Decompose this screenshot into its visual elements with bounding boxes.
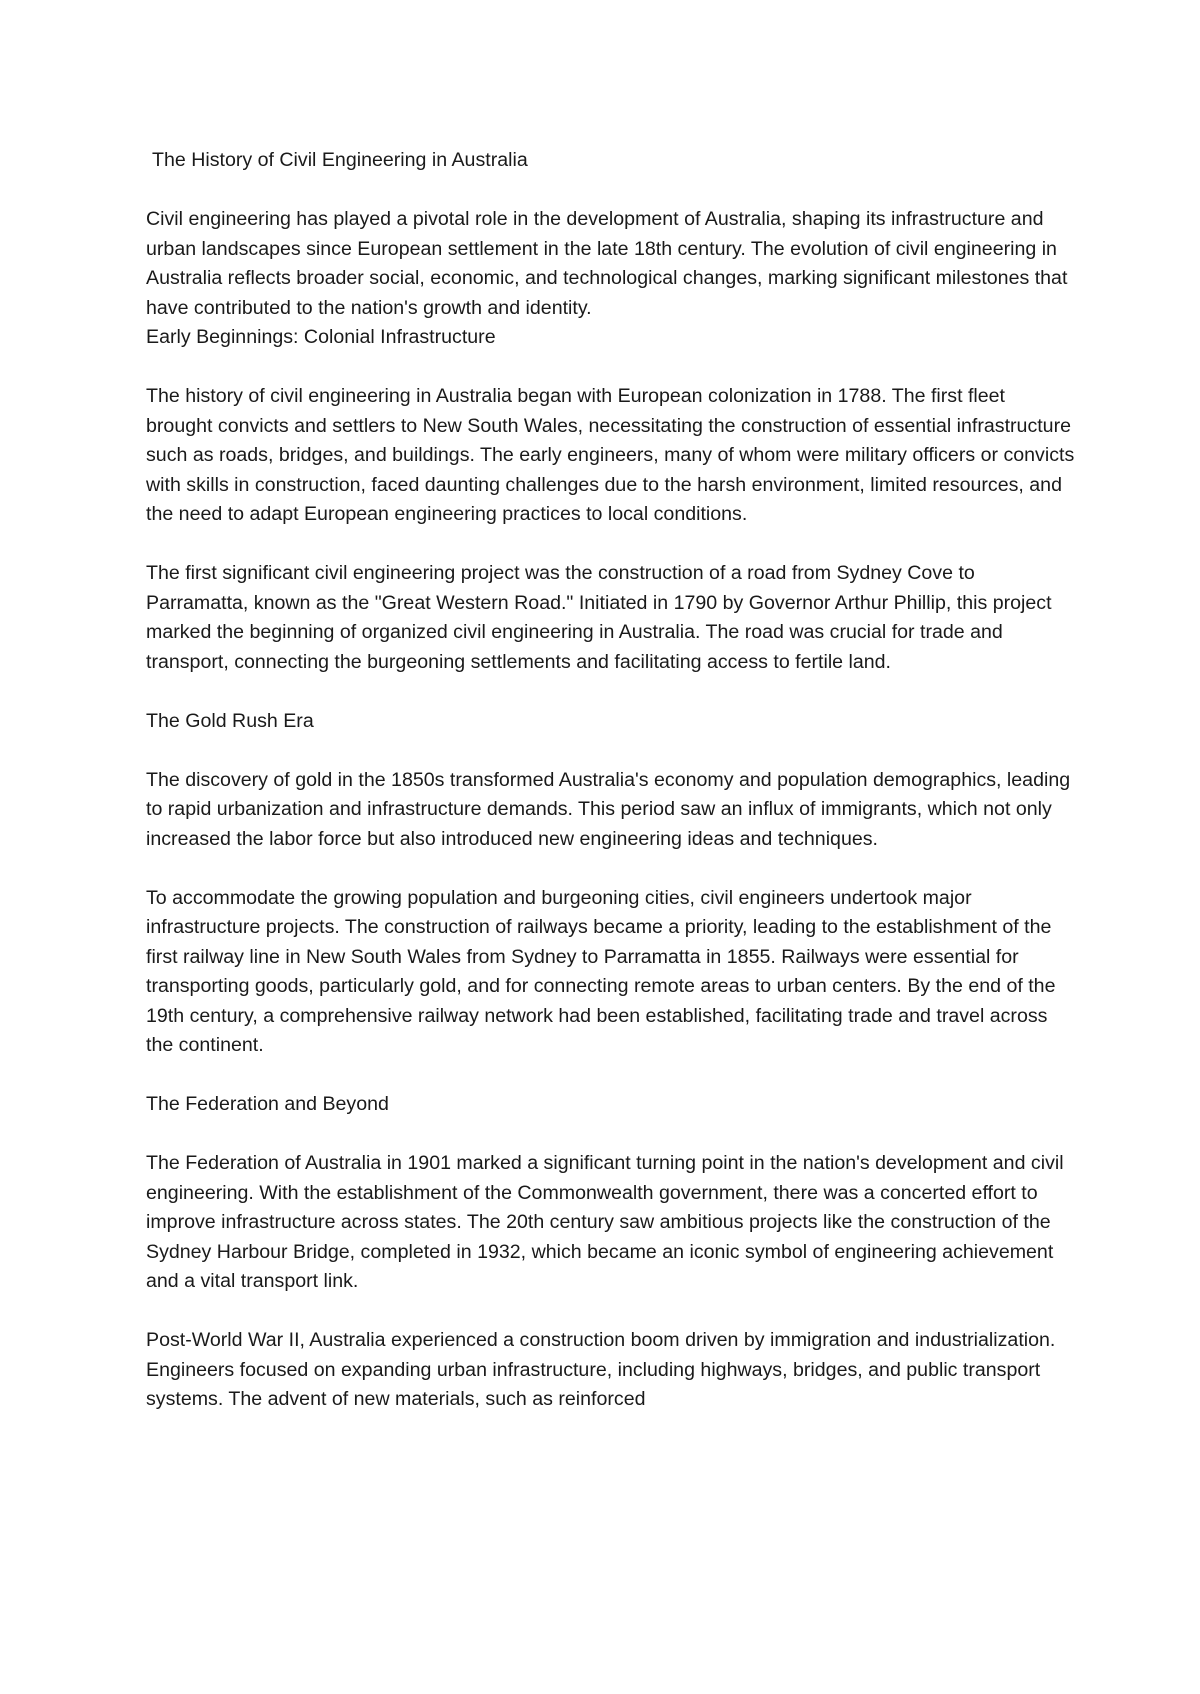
spacer xyxy=(146,677,1076,707)
spacer xyxy=(146,530,1076,560)
paragraph-gold-rush-1: The discovery of gold in the 1850s transformed Australia's economy and population demographics, leading to rapid urbanization and infrastructure demands. This period saw an influx of immigrants, which not only increased the labor force but also introduced new engineering ideas and techniques. xyxy=(146,768,1071,850)
document-body xyxy=(146,146,1076,1415)
document-title: The History of Civil Engineering in Australia xyxy=(152,149,528,171)
intro-paragraph: Civil engineering has played a pivotal role in the development of Australia, shaping its infrastructure and urban landscapes since European settlement in the late 18th century. The evolution of civil engineering in Australia reflects broader social, economic, and technological changes, marking significant milestones that have contributed to the nation's growth and identity. xyxy=(146,208,1068,319)
spacer xyxy=(146,736,1076,766)
section-heading-gold-rush: The Gold Rush Era xyxy=(146,709,314,732)
paragraph-colonial-1: The history of civil engineering in Australia began with European colonization in 1788. The first fleet brought convicts and settlers to New South Wales, necessitating the construction of essential infrastructure such as roads, bridges, and buildings. The early engineers, many of whom were military officers or convicts with skills in construction, faced daunting challenges due to the harsh environment, limited resources, and the need to adapt European engineering practices to local conditions. xyxy=(146,385,1075,525)
paragraph-gold-rush-2: To accommodate the growing population and burgeoning cities, civil engineers undertook major infrastructure projects. The construction of railways became a priority, leading to the establishment of the first railway line in New South Wales from Sydney to Parramatta in 1855. Railways were essential for transporting goods, particularly gold, and for connecting remote areas to urban centers. By the end of the 19th century, a comprehensive railway network had been established, facilitating trade and travel across the continent. xyxy=(146,886,1056,1056)
paragraph-federation-1: The Federation of Australia in 1901 marked a significant turning point in the nation's development and civil engineering. With the establishment of the Commonwealth government, there was a concerted effort to improve infrastructure across states. The 20th century saw ambitious projects like the construction of the Sydney Harbour Bridge, completed in 1932, which became an iconic symbol of engineering achievement and a vital transport link. xyxy=(146,1152,1064,1292)
spacer xyxy=(146,1297,1076,1327)
paragraph-federation-2: Post-World War II, Australia experienced a construction boom driven by immigration and industrialization. Engineers focused on expanding urban infrastructure, including highways, bridges, and public transport systems. The advent of new materials, such as reinforced xyxy=(146,1329,1056,1410)
spacer xyxy=(146,353,1076,383)
paragraph-colonial-2: The first significant civil engineering project was the construction of a road from Sydney Cove to Parramatta, known as the "Great Western Road." Initiated in 1790 by Governor Arthur Phillip, this project marked the beginning of organized civil engineering in Australia. The road was crucial for trade and transport, connecting the burgeoning settlements and facilitating access to fertile land. xyxy=(146,562,1052,673)
spacer xyxy=(146,1061,1076,1091)
section-heading-colonial: Early Beginnings: Colonial Infrastructure xyxy=(146,326,496,348)
spacer xyxy=(146,176,1076,206)
spacer xyxy=(146,854,1076,884)
spacer xyxy=(146,1120,1076,1150)
section-heading-federation: The Federation and Beyond xyxy=(146,1093,389,1115)
